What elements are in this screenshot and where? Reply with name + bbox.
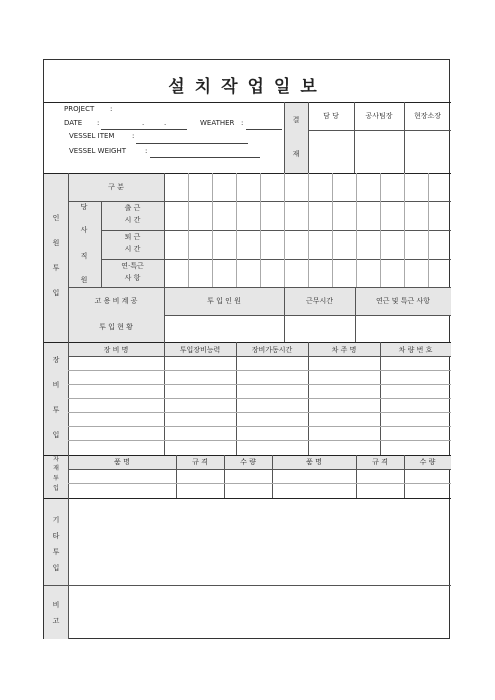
row-label-line2: 시 간 [124, 245, 141, 253]
equipment-side-1: 장 [52, 356, 60, 364]
divider [164, 173, 165, 342]
employment-label: 고 용 비 계 공 [94, 297, 138, 305]
row-label-line2: 시 간 [124, 216, 141, 224]
colon: : [145, 147, 148, 155]
material-header-spec: 규 격 [192, 458, 208, 466]
grid-line [68, 398, 451, 399]
grid-line [404, 173, 405, 287]
divider [308, 130, 451, 131]
staff-label-bg [68, 201, 101, 287]
vessel-weight-label: VESSEL WEIGHT [69, 147, 127, 155]
material-header-qty: 수 량 [240, 458, 256, 466]
date-separator: . [142, 119, 145, 127]
remarks-side-2: 고 [52, 617, 60, 625]
weather-field[interactable] [246, 129, 282, 130]
row-label-line1: 퇴 근 [124, 233, 141, 241]
personnel-side-3: 투 [52, 264, 60, 272]
approval-col-team-lead: 공사팀장 [365, 112, 393, 120]
grid-line [68, 384, 451, 385]
material-side-1: 자 [53, 456, 59, 463]
material-side-4: 입 [53, 485, 59, 492]
divider [68, 469, 451, 470]
grid-line [284, 173, 285, 287]
vessel-weight-field[interactable] [150, 157, 260, 158]
header-headcount: 투 입 인 원 [207, 297, 241, 305]
remarks-input-area[interactable] [69, 586, 450, 639]
remarks-side [44, 586, 68, 639]
grid-line [260, 173, 261, 287]
colon: : [110, 105, 113, 113]
other-side [44, 499, 68, 585]
divider [101, 230, 451, 231]
vessel-item-field[interactable] [136, 143, 248, 144]
colon: : [241, 119, 244, 127]
material-header-qty-2: 수 량 [419, 458, 436, 466]
grid-line [68, 370, 451, 371]
divider [355, 287, 356, 342]
date-label: DATE [64, 119, 83, 127]
row-label-line1: 출 근 [124, 204, 141, 212]
material-header-name: 품 명 [114, 458, 130, 466]
daily-report-form [43, 59, 450, 639]
approval-side-top: 결 [292, 116, 300, 124]
equip-header-name: 장 비 명 [103, 346, 129, 354]
material-header-spec-2: 규 격 [372, 458, 388, 466]
divider [68, 356, 451, 357]
grid-line [332, 173, 333, 287]
header-overtime: 연근 및 특근 사항 [375, 297, 430, 305]
approval-sign-team-lead[interactable] [355, 132, 403, 172]
divider [68, 173, 69, 342]
personnel-side-1: 인 [52, 214, 60, 222]
project-label: PROJECT [64, 105, 95, 113]
header-work-hours: 근무시간 [305, 297, 334, 305]
divider [164, 315, 451, 316]
other-side-4: 입 [52, 564, 60, 572]
other-side-1: 기 [52, 516, 60, 524]
colon: : [97, 119, 100, 127]
grid-line [356, 173, 357, 287]
date-field[interactable] [101, 129, 187, 130]
grid-line [68, 440, 451, 441]
approval-sign-manager[interactable] [309, 132, 353, 172]
form-title: 설치작업일보 [168, 77, 327, 97]
divider [101, 259, 451, 260]
grid-line [212, 173, 213, 287]
grid-line [188, 173, 189, 287]
approval-sign-site-chief[interactable] [405, 132, 450, 172]
employment-label-bg [68, 287, 164, 342]
grid-line [308, 173, 309, 287]
grid-line [236, 173, 237, 287]
approval-side-bottom: 재 [292, 150, 300, 158]
divider [68, 287, 451, 288]
divider [284, 287, 285, 342]
staff-label-2: 사 [80, 226, 88, 234]
personnel-side-2: 원 [52, 239, 60, 247]
divider [284, 102, 285, 173]
approval-side [284, 103, 308, 173]
colon: : [132, 132, 135, 140]
staff-label-4: 원 [80, 276, 88, 284]
vessel-item-label: VESSEL ITEM [69, 132, 115, 140]
staff-label-1: 당 [80, 203, 88, 211]
approval-col-manager: 담 당 [323, 112, 339, 120]
equip-header-plate: 차 량 번 호 [398, 346, 433, 354]
equip-header-capacity: 투입장비능력 [179, 346, 221, 354]
other-side-3: 투 [52, 548, 60, 556]
remarks-side-1: 비 [52, 601, 60, 609]
equip-header-owner: 차 주 명 [331, 346, 357, 354]
equipment-side-2: 비 [52, 381, 60, 389]
other-input-area[interactable] [69, 499, 450, 585]
divider [44, 102, 451, 103]
category-header: 구 분 [108, 183, 124, 191]
grid-line [68, 412, 451, 413]
equipment-side-4: 입 [52, 431, 60, 439]
weather-label: WEATHER [200, 119, 235, 127]
grid-line [428, 173, 429, 287]
grid-line [380, 173, 381, 287]
material-side-3: 투 [53, 475, 59, 482]
staff-label-3: 직 [80, 252, 88, 260]
material-side-2: 재 [53, 465, 59, 472]
personnel-side-4: 입 [52, 289, 60, 297]
equip-header-runtime: 장비가동시간 [251, 346, 293, 354]
row-label-line2: 사 항 [124, 274, 141, 282]
status-label: 투 입 현 황 [99, 323, 133, 331]
grid-line [68, 426, 451, 427]
personnel-side [44, 174, 68, 342]
grid-line [68, 483, 451, 484]
equipment-side-3: 투 [52, 406, 60, 414]
other-side-2: 타 [52, 532, 60, 540]
date-separator: . [164, 119, 167, 127]
approval-col-site-chief: 현장소장 [413, 112, 442, 120]
row-label-line1: 연·특근 [121, 262, 144, 270]
material-header-name-2: 품 명 [306, 458, 322, 466]
